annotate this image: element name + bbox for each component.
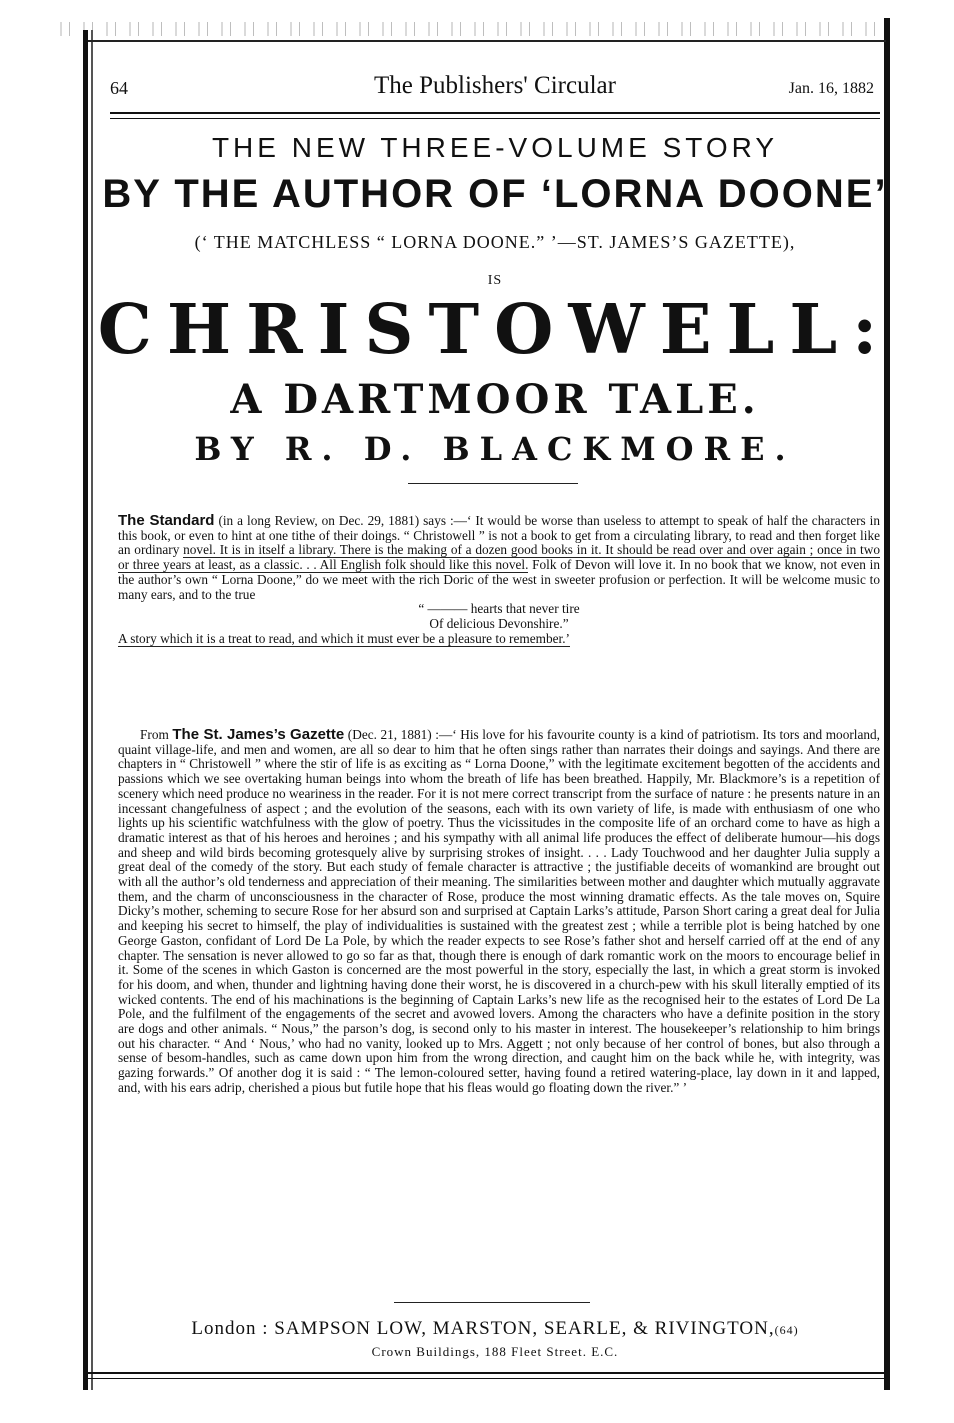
bottom-border-rule	[88, 1372, 886, 1374]
review-underlined-passage: novel. It is in itself a library. There is the making of a dozen good books in it. It should be read over and over again ; once in two or three years at least, as a classic. . . All English folk should like this novel.	[118, 542, 880, 573]
headline-line-2: BY THE AUTHOR OF ‘LORNA DOONE’	[102, 172, 888, 216]
publication-title: The Publishers' Circular	[374, 72, 616, 99]
review-source: The Standard	[118, 512, 215, 529]
page-edge-right	[884, 18, 890, 1390]
review-text: (Dec. 21, 1881) :—‘ His love for his favourite county is a kind of patriotism. Its tors and moorland, quaint village-life, and men and women, are all so dear to him that he often sings rather than narrates their doings and sayings. And there are chapters in “ Christowell ” where the stir of life is as exciting as “ Lorna Doone,” with the legitimate excitement begotten of the accidents and passions which we see overtaking human beings into whom the breath of life has been breathed. Happily, Mr. Blackmore’s is a repetition of scenery which need produce no weariness in the reader. For it is not mere correct transcript from the surface of nature : he presents nature in an incessant changefulness of aspect ; and the evolution of the seasons, each with its own variety of life, is made with enthusiasm of one who lights up his scientific watchfulness with the glow of poetry. Thus the vicissitudes in the composite life of an orchard come to have as high a dramatic interest as that of his heroes and heroines ; and his sympathy with all animal life produces the effect of deliberate humour—his dogs and sheep and wild birds becoming grotesquely alive by surprising strokes of insight. . . . Lady Touchwood and her daughter Julia supply a great deal of the comedy of the story. But each study of female character is attractive ; the justifiable deceits of womankind are brought out with all the author’s old tenderness and appreciation of their meaning. The similarities between mother and daughter which mutually aggravate them, and the charm of unconsciousness in the character of Rose, produce the most winning dramatic effects. As the tale moves on, Squire Dicky’s mother, scheming to secure Rose for her absurd son and surprised at Captain Larks’s attitude, Parson Short caring a great deal for Julia and keeping his secret to himself, the play of individualities is sustained with the greatest zest ; while a terrible plot is being hatched by one George Gaston, confidant of Lord De La Pole, by which the reader expects to see Rose’s father shot and herself carried off at the end of any chapter. The sensation is never allowed to go so far as that, though there is enough of dark romantic work on the moors to encourage belief in it. Some of the scenes in which Gaston is concerned are the most powerful in the story, especially the last, in which a great storm is invoked for his doom, and when, thunder and lightning having done their worst, he is discovered in a church-pew with his skull literally emptied of its wicked contents. The end of his machinations is the beginning of Captain Larks’s new life as the recognised heir to the estates of Lord De La Pole, and the fulfilment of the engagements of the secret and avowed lovers. Among the characters who have a definite position in the story are dogs and other animals. “ Nous,” the parson’s dog, is second only to his master in interest. The housekeeper’s relationship to him brings out his character. “ And ‘ Nous,’ who had no vanity, looked up to Mrs. Aggett ; not only because of her control of bones, but also through a sense of besom-handles, such as came down upon him from the wrong direction, and caught him on the back while he, with integrity, was gazing forwards.” Of another dog it is said : “ The lemon-coloured setter, having found a retired watering-place, lay down in it and lapped, and, with his ears adrip, cherished a pious but futile hope that his fleas would go floating down the river.” ’	[118, 727, 880, 1095]
header-rule-thin	[110, 118, 880, 119]
review-standard	[118, 514, 880, 646]
headline-line-1: THE NEW THREE-VOLUME STORY	[211, 132, 779, 163]
advert-number: (64)	[774, 1323, 799, 1337]
review-intro: (in a long Review, on Dec. 29, 1881) says :—‘ It would be worse than useless to attempt to speak of half the characters in this book, or even to hint at one tithe of their doings. “ Christowell ” is not a book to get from a circulating library, to read and then forget like an ordinary	[118, 513, 880, 558]
binding-edge-left-inner	[91, 30, 93, 1390]
page-number: 64	[110, 78, 128, 98]
section-divider	[408, 483, 578, 484]
book-title: CHRISTOWELL:	[97, 290, 893, 370]
is-connector: IS	[487, 273, 503, 288]
verse-line-2: Of delicious Devonshire.”	[429, 615, 569, 631]
review-closing: A story which it is a treat to read, and which it must ever be a pleasure to remember.’	[118, 630, 570, 646]
publisher-imprint	[110, 1318, 880, 1340]
book-subtitle: A DARTMOOR TALE.	[230, 376, 760, 423]
header-rule-thick	[110, 112, 880, 114]
publisher-address: Crown Buildings, 188 Fleet Street. E.C.	[371, 1344, 619, 1359]
issue-date: Jan. 16, 1882	[788, 80, 874, 97]
review-middle: Folk of Devon will love it. In no book that we know, not even in the author’s own “ Lorna Doone,” do we meet with the rich Doric of the west in sweeter profusion or perfection. It will be welcome music to many ears, and to the true	[118, 557, 880, 602]
author-byline: BY R. D. BLACKMORE.	[194, 430, 796, 468]
bottom-border-rule-thin	[88, 1378, 886, 1379]
verse-line-1: “ ——— hearts that never tire	[418, 601, 580, 617]
running-header	[110, 72, 880, 102]
review-prefix: From	[140, 727, 173, 742]
binding-edge-left	[83, 30, 88, 1390]
top-border-rule	[88, 40, 886, 42]
review-st-james-gazette	[118, 728, 880, 1096]
review-source: The St. James’s Gazette	[172, 726, 345, 743]
section-divider-bottom	[394, 1302, 590, 1303]
gazette-quote: (‘ THE MATCHLESS “ LORNA DOONE.” ’—ST. JAMES’S GAZETTE),	[194, 232, 796, 252]
scan-edge-noise	[60, 22, 890, 36]
publisher-name: London : SAMPSON LOW, MARSTON, SEARLE, & RIVINGTON,	[191, 1318, 775, 1339]
